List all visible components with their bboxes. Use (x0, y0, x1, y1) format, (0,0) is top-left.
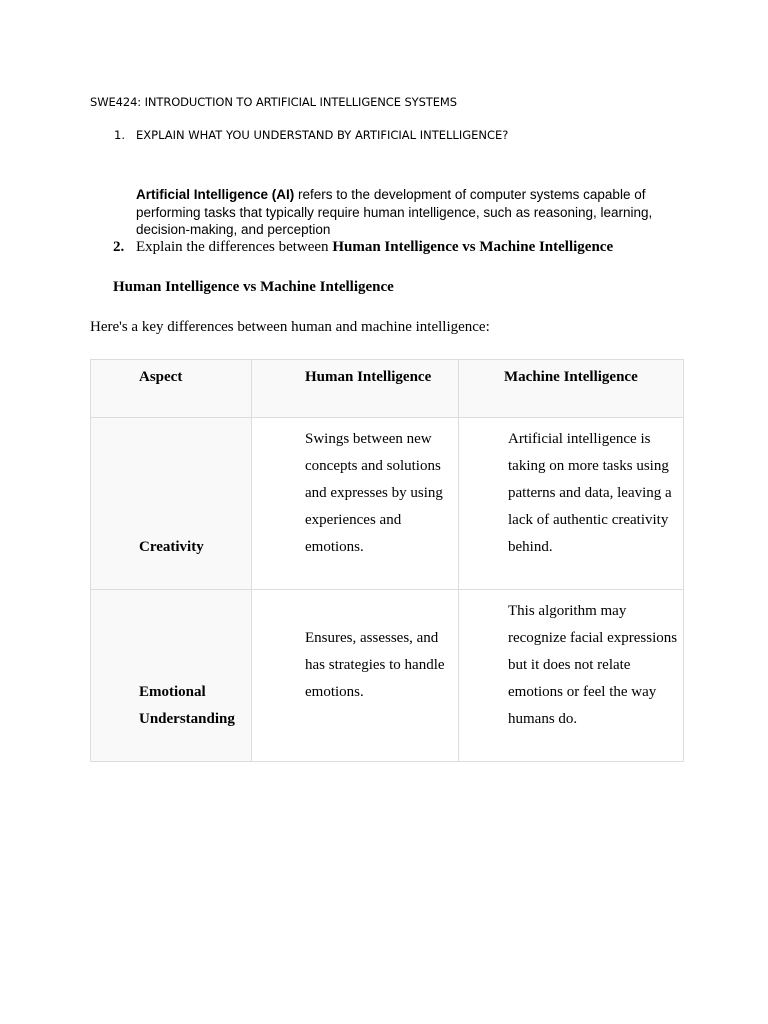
table-row (91, 590, 684, 762)
human-cell: Swings between new concepts and solutions and expresses by using experiences and emotions. (252, 418, 459, 590)
section-heading: Human Intelligence vs Machine Intelligence (113, 279, 394, 295)
comparison-table (90, 359, 684, 762)
question-2 (113, 239, 613, 256)
aspect-cell (91, 418, 252, 590)
machine-cell: This algorithm may recognize facial expressions but it does not relate emotions or feel the way humans do. (459, 590, 684, 762)
question-2-prefix: Explain the differences between (136, 239, 333, 255)
answer-1-definition: refers to the development of computer systems capable of performing tasks that typically require human intelligence, such as reasoning, learning, decision-making, and perception (136, 187, 653, 237)
aspect-creativity: Creativity (139, 539, 204, 555)
human-cell: Ensures, assesses, and has strategies to handle emotions. (252, 590, 459, 762)
question-1-text: EXPLAIN WHAT YOU UNDERSTAND BY ARTIFICIAL INTELLIGENCE? (136, 128, 509, 142)
table-row (91, 418, 684, 590)
question-2-number: 2. (113, 239, 125, 255)
course-title: SWE424: INTRODUCTION TO ARTIFICIAL INTELLIGENCE SYSTEMS (90, 95, 457, 109)
aspect-cell (91, 590, 252, 762)
question-1-number: 1. (114, 128, 125, 142)
answer-1-term: Artificial Intelligence (AI) (136, 187, 295, 202)
machine-cell: Artificial intelligence is taking on more tasks using patterns and data, leaving a lack of authentic creativity behind. (459, 418, 684, 590)
header-machine-intelligence: Machine Intelligence (459, 360, 684, 418)
header-human-intelligence: Human Intelligence (252, 360, 459, 418)
intro-paragraph: Here's a key differences between human and machine intelligence: (90, 319, 490, 335)
table-header-row (91, 360, 684, 418)
question-2-emphasis: Human Intelligence vs Machine Intelligence (332, 239, 614, 255)
answer-1 (136, 186, 666, 239)
question-1 (114, 128, 508, 142)
header-aspect: Aspect (91, 360, 252, 418)
aspect-emotional-understanding: Emotional Understanding (139, 684, 235, 727)
